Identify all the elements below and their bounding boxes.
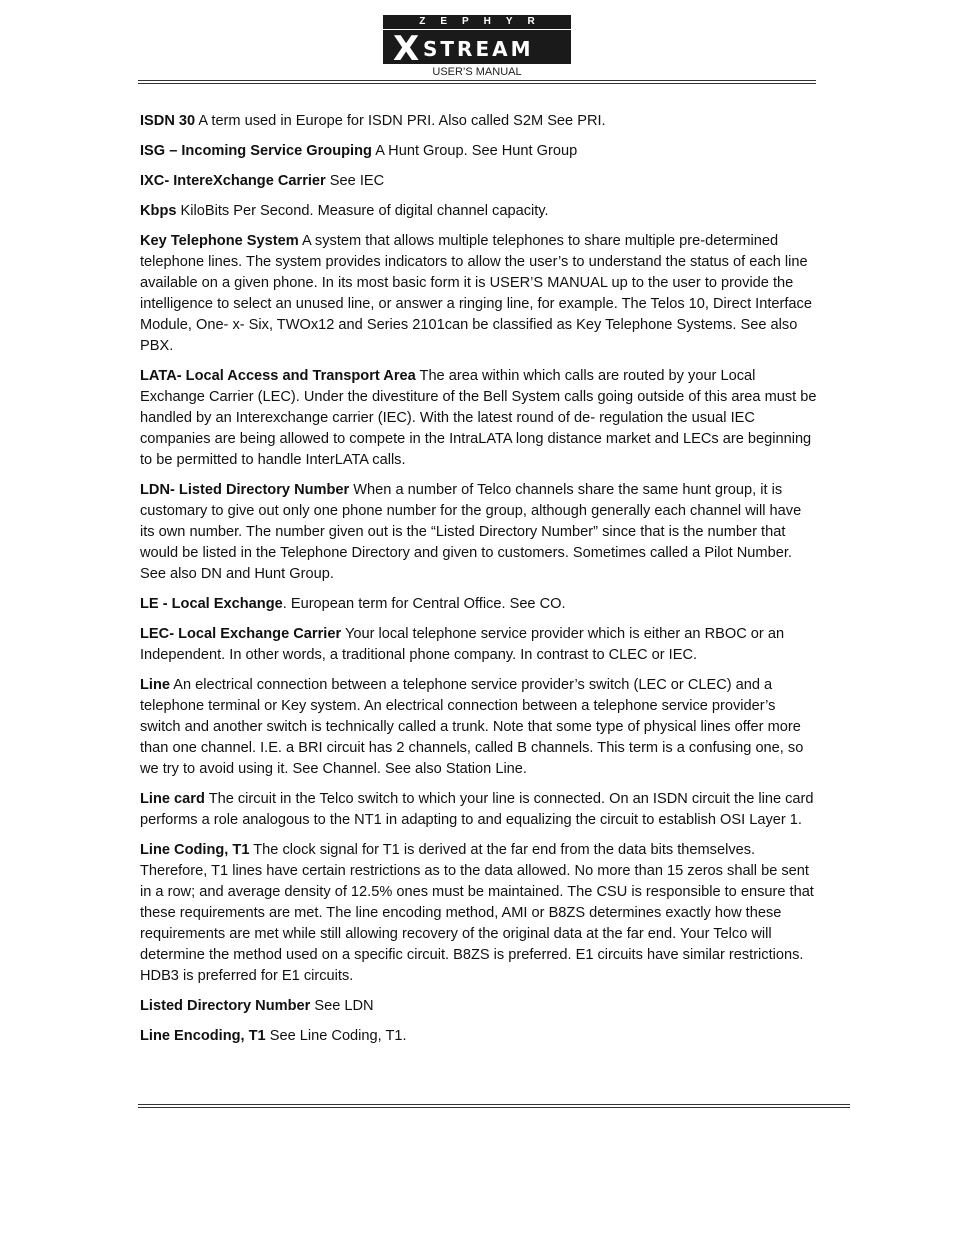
logo-zephyr-text: ZEPHYR [419,16,550,27]
logo-stream-text: STREAM [423,37,534,61]
logo-top-band [383,15,571,30]
glossary-entry [140,789,818,831]
glossary-entry [140,624,818,666]
logo-x-mark: X [393,29,420,69]
glossary-entry [140,675,818,780]
glossary-definition: Your local telephone service provider which is either an RBOC or an Independent. In other words, a traditional phone company. In contrast to CLEC or IEC. [140,626,785,663]
logo-bottom-band [383,29,571,69]
glossary-entry [140,111,818,132]
glossary-term: Line Encoding, T1 [140,1028,266,1044]
glossary-term: LEC- Local Exchange Carrier [140,626,342,642]
glossary-term: Line Coding, T1 [140,842,250,858]
footer-rule [138,1104,850,1105]
glossary-definition: An electrical connection between a telephone service provider’s switch (LEC or CLEC) and a telephone terminal or Key system. An electrical connection between a telephone service provider’s switch and another switch is technically called a trunk. Note that some type of physical lines offer more than one channel. I.E. a BRI circuit has 2 channels, called B channels. This term is a confusing one, so we try to avoid using it. See Channel. See also Station Line. [140,677,804,777]
glossary-term: LE - Local Exchange [140,596,283,612]
glossary-definition: KiloBits Per Second. Measure of digital channel capacity. [180,203,549,219]
glossary-term: Line [140,677,170,693]
glossary-entry [140,840,818,987]
glossary-term: ISG – Incoming Service Grouping [140,143,372,159]
glossary-term: Kbps [140,203,177,219]
footer-rule-secondary [138,1107,850,1108]
glossary-term: Listed Directory Number [140,998,311,1014]
glossary-definition: The area within which calls are routed by your Local Exchange Carrier (LEC). Under the divestiture of the Bell System calls going outside of this area must be handled by an Interexchange carrier (IEC). With the latest round of de- regulation the usual IEC companies are being allowed to compete in the IntraLATA long distance market and LECs are beginning to be permitted to handle InterLATA calls. [140,368,817,468]
glossary-term: IXC- IntereXchange Carrier [140,173,326,189]
manual-label: USER’S MANUAL [432,66,522,78]
glossary-definition: See Line Coding, T1. [269,1028,407,1044]
glossary-term: Key Telephone System [140,233,299,249]
glossary-definition: The clock signal for T1 is derived at the far end from the data bits themselves. Therefore, T1 lines have certain restrictions as to the data allowed. No more than 15 zeros shall be sent in a row; and average density of 12.5% ones must be maintained. The CSU is responsible to ensure that these requirements are met. The line encoding method, AMI or B8ZS determines exactly how these requirements are met while still allowing recovery of the original data at the far end. Your Telco will determine the method used on a specific circuit. B8ZS is preferred. E1 circuits have similar restrictions. HDB3 is preferred for E1 circuits. [140,842,814,984]
glossary-term: Line card [140,791,205,807]
glossary-content [140,111,818,1056]
glossary-entry [140,480,818,585]
glossary-definition: See IEC [329,173,385,189]
glossary-entry [140,141,818,162]
glossary-term: LDN- Listed Directory Number [140,482,350,498]
glossary-entry [140,231,818,357]
glossary-definition: A system that allows multiple telephones to share multiple pre-determined telephone lines. The system provides indicators to allow the user’s to understand the status of each line available on a given phone. In its most basic form it is USER’S MANUAL up to the user to provide the intelligence to select an unused line, or answer a ringing line, for example. The Telos 10, Direct Interface Module, One- x- Six, TWOx12 and Series 2101can be classified as Key Telephone Systems. See also PBX. [140,233,812,354]
zephyr-xstream-logo [383,15,571,69]
glossary-entry [140,366,818,471]
glossary-entry [140,201,818,222]
glossary-definition: See LDN [314,998,374,1014]
glossary-term: LATA- Local Access and Transport Area [140,368,416,384]
glossary-definition: A Hunt Group. See Hunt Group [375,143,578,159]
glossary-definition: . European term for Central Office. See CO. [282,596,566,612]
header-rule [138,80,816,81]
glossary-definition: A term used in Europe for ISDN PRI. Also called S2M See PRI. [198,113,606,129]
glossary-definition: The circuit in the Telco switch to which your line is connected. On an ISDN circuit the line card performs a role analogous to the NT1 in adapting to and equalizing the circuit to establish OSI Layer 1. [140,791,814,828]
glossary-term: ISDN 30 [140,113,196,129]
header-rule-secondary [138,83,816,84]
glossary-entry [140,996,818,1017]
glossary-entry [140,171,818,192]
glossary-entry [140,594,818,615]
glossary-definition: When a number of Telco channels share the same hunt group, it is customary to give out only one phone number for the group, although generally each channel will have its own number. The number given out is the “Listed Directory Number” since that is the number that would be listed in the Telephone Directory and given to customers. Sometimes called a Pilot Number. See also DN and Hunt Group. [140,482,802,582]
glossary-entry [140,1026,818,1047]
page-header [0,0,954,90]
